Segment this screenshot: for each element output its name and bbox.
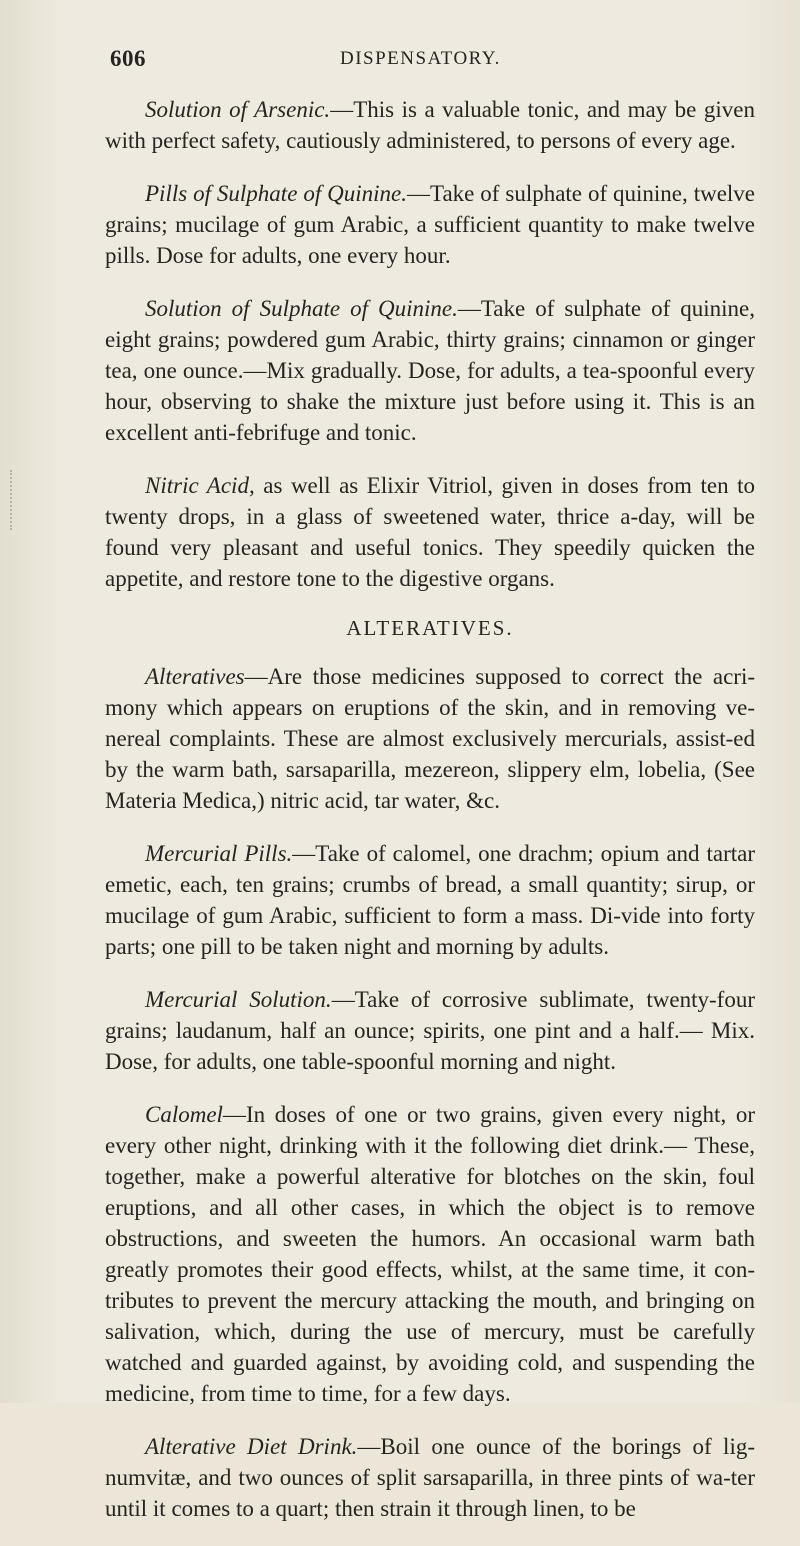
paragraph-text: —This is a valuable tonic, and may be given with perfect safety, cautiously administered, to persons of every age.	[105, 97, 755, 153]
paragraph-text: —Take of sulphate of quinine, twelve grains; mucilage of gum Arabic, a sufficient quantity to make twelve pills. Dose for adults, one every hour.	[105, 181, 755, 268]
paragraph-lead: Solution of Sulphate of Quinine.	[145, 296, 458, 321]
page-edge-mark	[10, 470, 42, 530]
paragraph-lead: Solution of Arsenic.	[145, 97, 331, 122]
paragraph-nitric-acid	[105, 470, 755, 594]
paragraph-mercurial-solution	[105, 984, 755, 1077]
paragraph-mercurial-pills	[105, 838, 755, 962]
paragraph-alteratives	[105, 661, 755, 816]
paragraph-calomel	[105, 1099, 755, 1409]
paragraph-lead: Calomel	[145, 1102, 223, 1127]
paragraph-solution-sulphate-quinine	[105, 293, 755, 448]
paragraph-lead: Mercurial Solution.	[145, 987, 332, 1012]
paragraph-solution-of-arsenic	[105, 94, 755, 156]
paragraph-lead: Alterative Diet Drink.	[145, 1434, 358, 1459]
paragraph-lead: Mercurial Pills.	[145, 841, 293, 866]
paragraph-text: —Take of corrosive sublimate, twenty-four grains; laudanum, half an ounce; spirits, one pint and a half.— Mix. Dose, for adults, one table-spoonful morning and night.	[105, 987, 755, 1074]
running-title: DISPENSATORY.	[340, 48, 501, 69]
page-number: 606	[110, 46, 146, 71]
section-heading: ALTERATIVES.	[346, 616, 514, 640]
paragraph-lead: Nitric Acid,	[145, 473, 255, 498]
paragraph-alterative-diet-drink	[105, 1431, 755, 1524]
paragraph-text: —In doses of one or two grains, given every night, or every other night, drinking with it the following diet drink.— These, together, make a powerful alterative for blotches on the skin, foul eruptions, and all other cases, in which the object is to remove obstructions, and sweeten the humors. An occasional warm bath greatly promotes their good effects, whilst, at the same time, it con-tributes to prevent the mercury attacking the mouth, and bringing on salivation, which, during the use of mercury, must be carefully watched and guarded against, by avoiding cold, and suspending the medicine, from time to time, for a few days.	[105, 1102, 755, 1406]
paragraph-text: —Take of calomel, one drachm; opium and tartar emetic, each, ten grains; crumbs of bread, a small quantity; sirup, or mucilage of gum Arabic, sufficient to form a mass. Di-vide into forty parts; one pill to be taken night and morning by adults.	[105, 841, 756, 959]
paragraph-lead: Alteratives	[145, 664, 245, 689]
page-body	[105, 94, 755, 1546]
paragraph-text: as well as Elixir Vitriol, given in doses from ten to twenty drops, in a glass of sweetened water, thrice a-day, will be found very pleasant and useful tonics. They speedily quicken the appetite, and restore tone to the digestive organs.	[105, 473, 756, 591]
paragraph-pills-sulphate-quinine	[105, 178, 755, 271]
paragraph-lead: Pills of Sulphate of Quinine.	[145, 181, 407, 206]
paragraph-text: —Are those medicines supposed to correct the acri-mony which appears on eruptions of the skin, and in removing ve-nereal complaints. These are almost exclusively mercurials, assist-ed by the warm bath, sarsaparilla, mezereon, slippery elm, lobelia, (See Materia Medica,) nitric acid, tar water, &c.	[105, 664, 755, 813]
page-header	[110, 46, 710, 86]
paragraph-text: —Boil one ounce of the borings of lig-numvitæ, and two ounces of split sarsaparilla, in three pints of wa-ter until it comes to a quart; then strain it through linen, to be	[105, 1434, 755, 1521]
paragraph-text: —Take of sulphate of quinine, eight grains; powdered gum Arabic, thirty grains; cinnamon or ginger tea, one ounce.—Mix gradually. Dose, for adults, a tea-spoonful every hour, observing to shake the mixture just before using it. This is an excellent anti-febrifuge and tonic.	[105, 296, 755, 445]
